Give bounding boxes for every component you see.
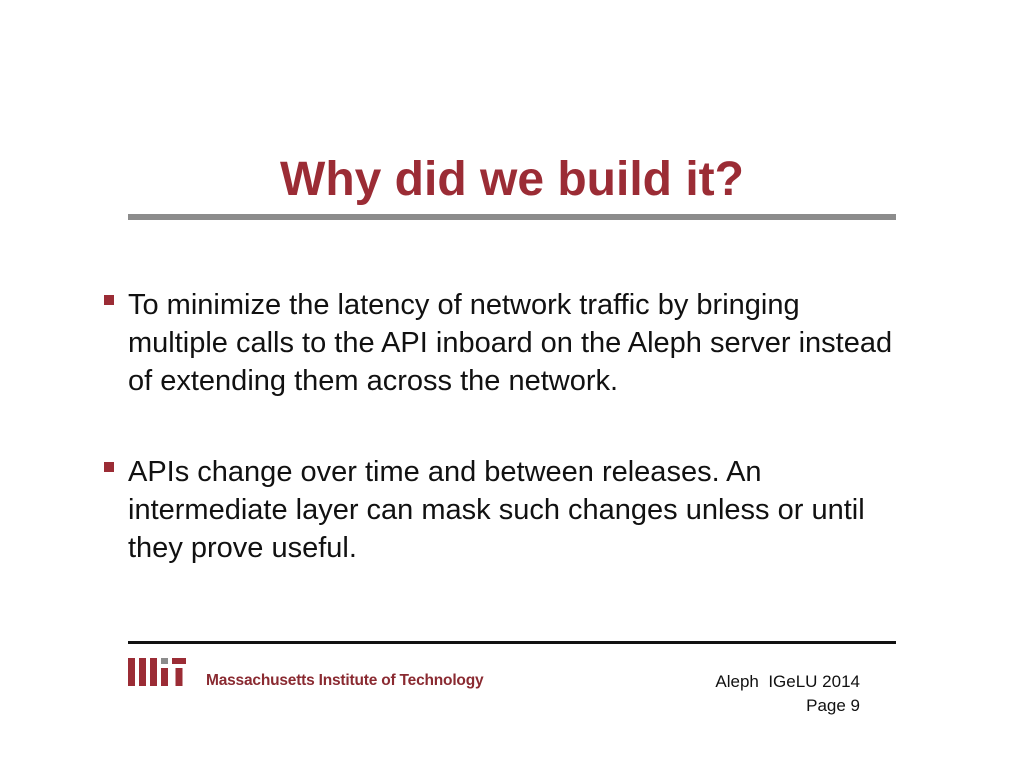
title-divider	[128, 214, 896, 220]
bullet-text: To minimize the latency of network traffic by bringing multiple calls to the API inboard on the Aleph server instead of extending them across the network.	[128, 289, 893, 397]
footer-divider	[128, 641, 896, 644]
institute-name: Massachusetts Institute of Technology	[206, 672, 484, 689]
bullet-list	[104, 286, 904, 620]
conference-label: Aleph IGeLU 2014	[715, 672, 860, 691]
bullet-text: APIs change over time and between releases. An intermediate layer can mask such changes unless or until they prove useful.	[128, 456, 865, 564]
bullet-item	[104, 453, 904, 567]
slide-title: Why did we build it?	[280, 153, 744, 206]
mit-logo-icon	[128, 658, 186, 686]
bullet-item	[104, 286, 904, 400]
page-number: Page 9	[806, 696, 860, 715]
footer-meta	[715, 670, 860, 718]
square-bullet-icon	[104, 462, 114, 472]
square-bullet-icon	[104, 295, 114, 305]
